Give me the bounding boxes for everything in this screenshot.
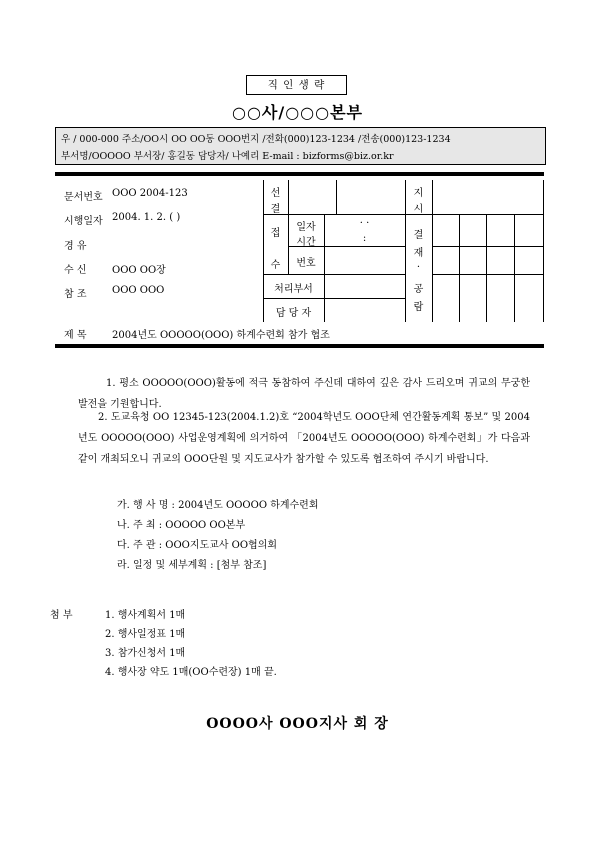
approval-gong: 공: [413, 284, 424, 295]
approval-seon: 선: [270, 188, 281, 199]
receipt-jeop: 접: [270, 228, 281, 239]
subject-rule: [55, 344, 544, 348]
via-label: 경 유: [64, 241, 87, 252]
approval-dot: ·: [416, 262, 421, 273]
receipt-su: 수: [270, 260, 281, 271]
body-paragraph-2: 2. 도교육청 OO 12345-123(2004.1.2)호 “2004학년도 OOO단체 연간활동계획 통보” 및 2004년도 OOOOO(OOO) 사업운영계획에 의거하여 「2004년도 OOOOO(OOO) 하계수련회」가 다음과 같이 개최되오니 귀교의 OOO단원 및 지도교사가 참가할 수 있도록 협조하여 주시기 바랍니다.: [78, 412, 530, 465]
body-paragraph-1: 1. 평소 OOOOO(OOO)활동에 적극 동참하여 주신데 대하여 깊은 감사 드리오며 귀교의 무궁한 발전을 기원합니다.: [78, 378, 530, 410]
item-schedule: 라. 일정 및 세부계획 : [첨부 참조]: [117, 560, 267, 571]
receipt-date-label: 일자: [296, 222, 316, 233]
approval-gyeoljae: 결: [413, 230, 424, 241]
attachment-item: 1. 행사계획서 1매: [105, 610, 186, 621]
date-value: 2004. 1. 2. ( ): [112, 212, 181, 223]
receipt-date-dots: · ·: [359, 218, 370, 229]
signature-line: OOOO사 OOO지사 회 장: [206, 716, 389, 732]
processing-dept-label: 처리부서: [274, 284, 313, 295]
instruction-si: 시: [413, 204, 424, 215]
item-event-name: 가. 행 사 명 : 2004년도 OOOOO 하계수련회: [117, 500, 319, 511]
recipient-label: 수 신: [64, 265, 87, 276]
recipient-value: OOO OO장: [112, 265, 166, 276]
address-line-1: 우 / 000-000 주소/OO시 OO OO동 OOO번지 /전화(000)123-1234 /전송(000)123-1234: [61, 134, 451, 145]
address-box: [55, 127, 546, 165]
receipt-number-label: 번호: [296, 258, 316, 269]
doc-number-label: 문서번호: [64, 192, 103, 203]
organization-title: ○○사/○○○본부: [231, 103, 364, 122]
subject-text: 2004년도 OOOOO(OOO) 하계수련회 참가 협조: [112, 330, 330, 341]
date-label: 시행일자: [64, 216, 103, 227]
seal-omitted-stamp: 직 인 생 략: [246, 75, 347, 95]
approval-gyeol: 결: [270, 204, 281, 215]
subject-label: 제 목: [64, 330, 87, 341]
doc-number: OOO 2004-123: [112, 188, 188, 199]
instruction-ji: 지: [413, 188, 424, 199]
header-rule: [55, 172, 544, 176]
approval-ram: 람: [413, 302, 424, 313]
receipt-time-label: 시간: [296, 237, 316, 248]
staff-label: 담 당 자: [275, 308, 312, 319]
receipt-time-colon: :: [362, 233, 367, 244]
approval-jae: 재: [413, 248, 424, 259]
attachment-item: 3. 참가신청서 1매: [105, 648, 186, 659]
reference-label: 참 조: [64, 289, 87, 300]
attachment-item: 4. 행사장 약도 1매(OO수련장) 1매 끝.: [105, 667, 277, 678]
item-host: 나. 주 최 : OOOOO OO본부: [117, 520, 246, 531]
reference-value: OOO OOO: [112, 285, 165, 296]
item-organizer: 다. 주 관 : OOO지도교사 OO협의회: [117, 540, 278, 551]
attachment-item: 2. 행사일정표 1매: [105, 629, 186, 640]
address-line-2: 부서명/OOOOO 부서장/ 홍길동 담당자/ 나예리 E-mail : bizforms@biz.or.kr: [61, 151, 394, 162]
attachments-label: 첨 부: [50, 610, 73, 621]
